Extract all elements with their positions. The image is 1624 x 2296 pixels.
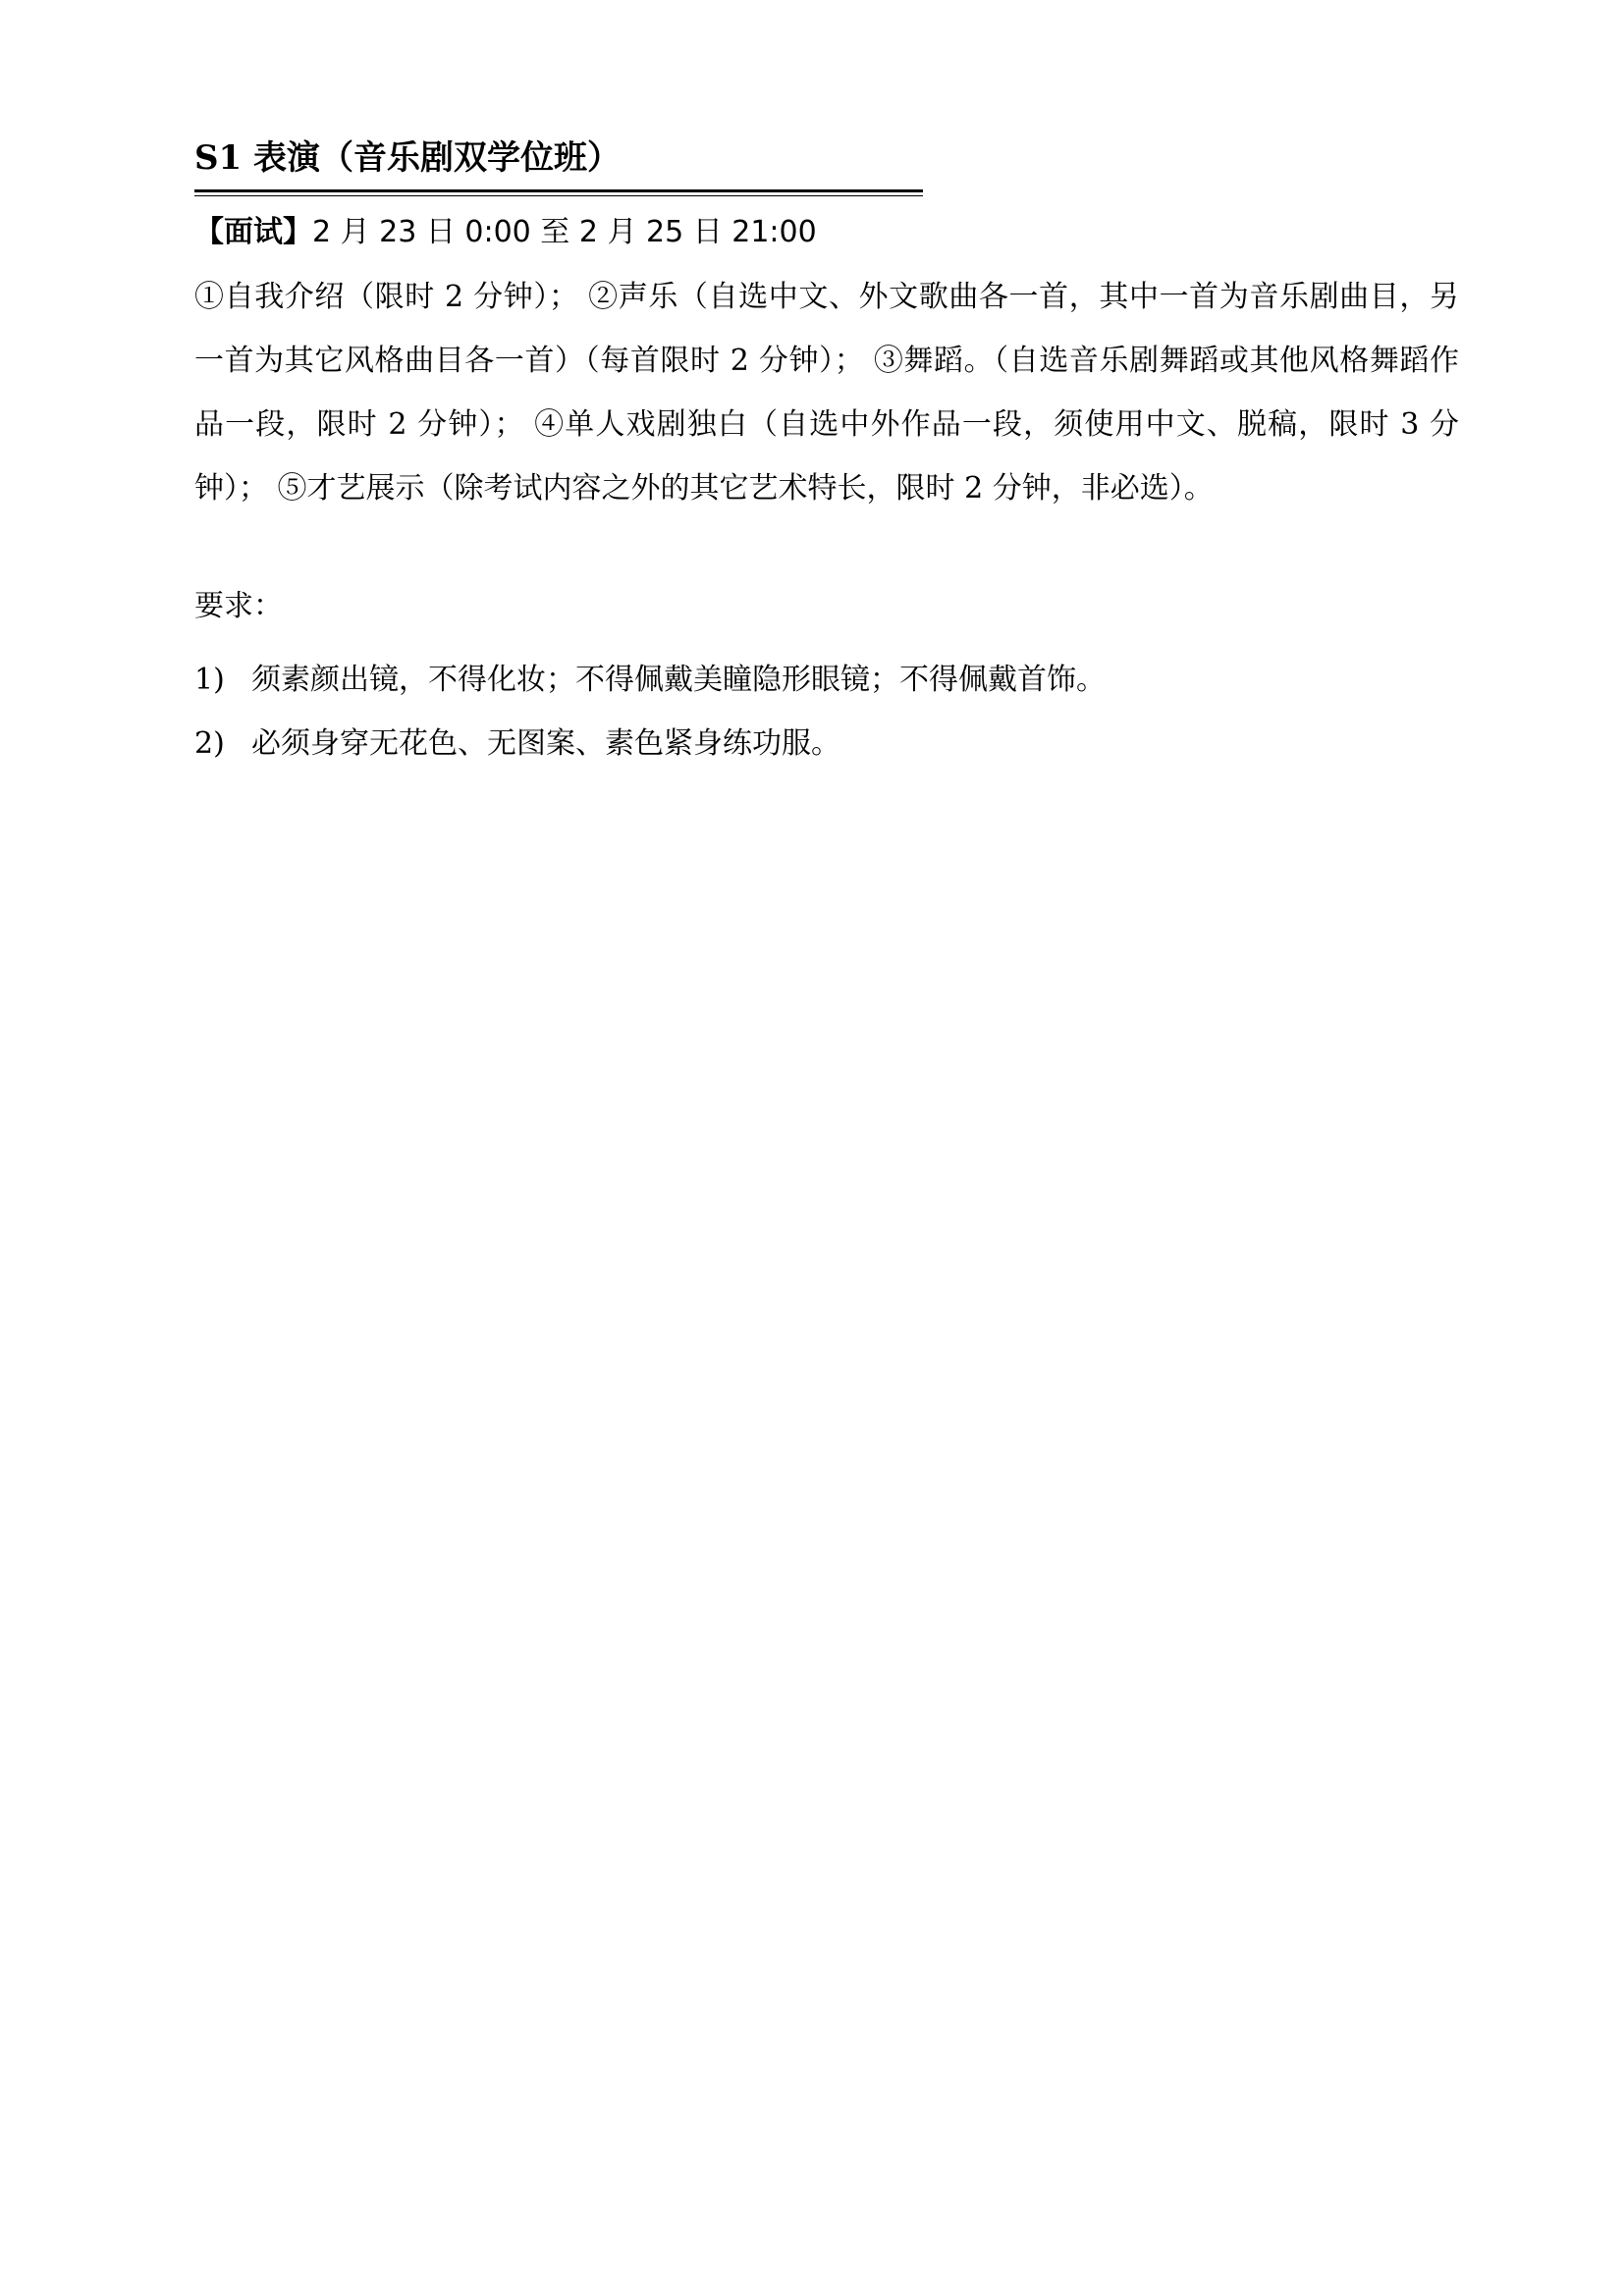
title-underline-thin xyxy=(194,195,923,196)
document-title: S1 表演（音乐剧双学位班） xyxy=(194,138,622,178)
requirement-number: 1) xyxy=(194,663,225,697)
interview-label: 【面试】 xyxy=(194,215,312,249)
requirement-text: 必须身穿无花色、无图案、素色紧身练功服。 xyxy=(251,726,840,761)
requirements-heading: 要求： xyxy=(194,589,283,623)
requirement-item xyxy=(194,660,1106,701)
exam-content-paragraph: ①自我介绍（限时 2 分钟）； ②声乐（自选中文、外文歌曲各一首，其中一首为音乐剧曲目，另一首为其它风格曲目各一首）（每首限时 2 分钟）； ③舞蹈。（自选音乐剧舞蹈或其他风格舞蹈作品一段，限时 2 分钟）； ④单人戏剧独白（自选中外作品一段，须使用中文、脱稿，限时 3 分钟）； ⑤才艺展示（除考试内容之外的其它艺术特长，限时 2 分钟，非必选）。 xyxy=(194,280,1459,506)
requirement-text: 须素颜出镜，不得化妆；不得佩戴美瞳隐形眼镜；不得佩戴首饰。 xyxy=(251,663,1106,697)
requirement-item xyxy=(194,723,840,765)
interview-time: 2 月 23 日 0:00 至 2 月 25 日 21:00 xyxy=(312,215,817,249)
requirement-number: 2) xyxy=(194,726,225,761)
interview-schedule xyxy=(194,212,817,253)
title-underline-thick xyxy=(194,189,923,192)
